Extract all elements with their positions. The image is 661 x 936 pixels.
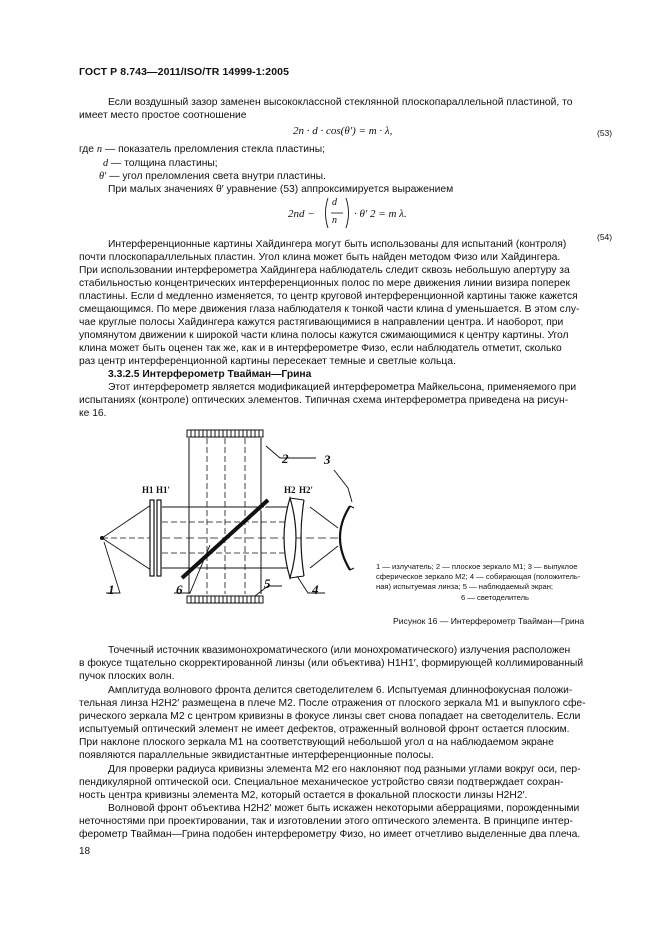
figure-label-h1: H1	[142, 485, 154, 495]
definitions-where	[79, 143, 325, 156]
lens-h1-prime	[157, 500, 161, 576]
body-line: При наклоне плоского зеркала M1 на соответствующий небольшой угол α на наблюдаемом экране	[79, 737, 554, 748]
flat-mirror-m1	[187, 430, 263, 437]
observation-screen	[187, 596, 263, 603]
haidinger-line: почти плоскопараллельных пластин. Угол клина может быть найден методом Физо или Хайдингера.	[79, 252, 561, 263]
def-n-symbol: n	[96, 144, 103, 155]
def-d-text: — толщина пластины;	[111, 158, 218, 169]
figure-legend-line: сферическое зеркало M2; 4 — собирающая (положитель-	[376, 572, 581, 582]
equation-54-fraction	[322, 196, 352, 230]
equation-53: 2n · d · cos(θ′) = m · λ,	[293, 125, 393, 137]
figure-legend-line: 1 — излучатель; 2 — плоское зеркало M1; 3 — выпуклое	[376, 562, 578, 571]
approximation-line: При малых значениях θ′ уравнение (53) аппроксимируется выражением	[108, 184, 454, 195]
figure-caption: Рисунок 16 — Интерферометр Твайман—Грина	[393, 616, 585, 626]
body-line: рического зеркала M2 с центром кривизны в фокусе линзы свет снова попадает на светоделитель. Если	[79, 711, 581, 722]
twyman-intro-line: Этот интерферометр является модификацией интерферометра Майкельсона, применяемого при	[108, 382, 577, 393]
test-lens-h2	[284, 498, 296, 578]
figure-label-5: 5	[264, 576, 271, 591]
equation-54-number: (54)	[597, 232, 613, 242]
equation-53-number: (53)	[597, 128, 613, 138]
body-line: пендикулярной оптической оси. Специальное механическое устройство связи подтверждает сохран-	[79, 777, 564, 788]
body-line: испытуемый оптический элемент не имеет дефектов, отраженный волновой фронт остается плоским.	[79, 724, 570, 735]
section-heading	[108, 368, 311, 381]
body-line: Точечный источник квазимонохроматического (или монохроматического) излучения расположен	[108, 645, 571, 656]
section-title: Интерферометр Твайман—Грина	[142, 369, 312, 380]
twyman-intro-line: испытаниях (контроле) оптических элементов. Типичная схема интерферометра приведена на рисун-	[79, 395, 569, 406]
body-line: появляются параллельные эквидистантные интерференционные полосы.	[79, 750, 434, 761]
def-n-text: — показатель преломления стекла пластины;	[104, 144, 325, 155]
haidinger-line: пластины. Если d медленно изменяется, то центр круговой интерференционной картины также кажется	[79, 291, 578, 302]
def-theta-text: — угол преломления света внутри пластины.	[109, 171, 326, 182]
equation-54-denominator: n	[332, 215, 337, 226]
document-header: ГОСТ Р 8.743—2011/ISO/TR 14999-1:2005	[79, 66, 290, 78]
haidinger-line: смещающимся. По мере движения глаза наблюдателя к тонкой части клина d уменьшается. В этом слу-	[79, 304, 580, 315]
figure-label-4: 4	[312, 582, 319, 597]
body-line: тельная линза H2H2′ размещена в плече M2. После отражения от плоского зеркала M1 и выпуклого сфе-	[79, 698, 586, 709]
equation-54-numerator: d	[332, 197, 337, 208]
haidinger-line: стабильностью концентрических интерференционных полос по мере движения линии визира поперек	[79, 278, 570, 289]
convex-mirror-m2	[340, 506, 350, 570]
figure-label-h2: H2	[284, 485, 296, 495]
body-line: Для проверки радиуса кривизны элемента M2 его наклоняют под разными углами вокруг оси, пер-	[108, 764, 581, 775]
figure-label-h1-prime: H1′	[156, 485, 171, 495]
twyman-intro-line: ке 16.	[79, 408, 107, 419]
intro-line-2: имеет место простое соотношение	[79, 110, 247, 121]
body-line: ность центра кривизны элемента M2, который остается в фокальной плоскости линзы H2H2′.	[79, 790, 528, 801]
lens-h1	[150, 500, 154, 576]
body-line: в фокусе тщательно скорректированной линзы (или объектива) H1H1′, формирующей коллимированный	[79, 658, 584, 669]
body-line: ферометр Твайман—Грина подобен интерферометру Физо, но имеет отчетливо выделенные два плеча.	[79, 829, 581, 840]
body-line: Амплитуда волнового фронта делится светоделителем 6. Испытуемая длиннофокусная положи-	[108, 685, 573, 696]
figure-label-6: 6	[176, 582, 183, 597]
haidinger-line: раз центр интерференционной картины пересекает темные и светлые кольца.	[79, 356, 456, 367]
haidinger-line: чае круглые полосы Хайдингера кажутся растягивающимися в направлении центра. И наоборот, при	[79, 317, 564, 328]
figure-legend	[376, 562, 614, 603]
section-number: 3.3.2.5	[108, 369, 140, 380]
light-source	[100, 536, 104, 540]
haidinger-line: При использовании интерферометра Хайдингера наблюдатель следит сквозь небольшую апертуру за	[79, 265, 570, 276]
definition-theta	[99, 170, 326, 183]
equation-54-left: 2nd −	[288, 208, 315, 220]
haidinger-line: клина может быть оценен так же, как и в интерферометре Физо, если наблюдатель отметит, сколько	[79, 343, 562, 354]
def-d-symbol: d	[103, 158, 109, 169]
body-line: пучок плоских волн.	[79, 671, 175, 682]
where-word: где	[79, 144, 95, 155]
definition-d	[103, 157, 218, 170]
figure-label-2: 2	[282, 451, 289, 466]
figure-label-1: 1	[108, 582, 115, 597]
def-theta-symbol: θ′	[99, 171, 107, 182]
figure-legend-line: 6 — светоделитель	[460, 592, 530, 602]
body-line: Волновой фронт объектива H2H2′ может быть искажен некоторыми аберрациями, порожденными	[108, 803, 580, 814]
figure-label-3: 3	[324, 452, 331, 467]
haidinger-line: Интерференционные картины Хайдингера могут быть использованы для испытаний (контроля)	[108, 239, 567, 250]
equation-54-right: · θ′ 2 = m λ.	[354, 208, 407, 220]
intro-line-1: Если воздушный зазор заменен высококлассной стеклянной плоскопараллельной пластиной, то	[108, 97, 573, 108]
figure-label-h2-prime: H2′	[299, 485, 314, 495]
page-number: 18	[79, 846, 91, 857]
body-line: неточностями при проектировании, так и изготовлении этого оптического элемента. В принципе интер-	[79, 816, 573, 827]
figure-legend-line: ная) испытуемая линза; 5 — наблюдаемый экран;	[376, 582, 554, 592]
haidinger-line: упомянутом движении к широкой части клина полосы кажутся сжимающимися к центру картины. Угол	[79, 330, 569, 341]
